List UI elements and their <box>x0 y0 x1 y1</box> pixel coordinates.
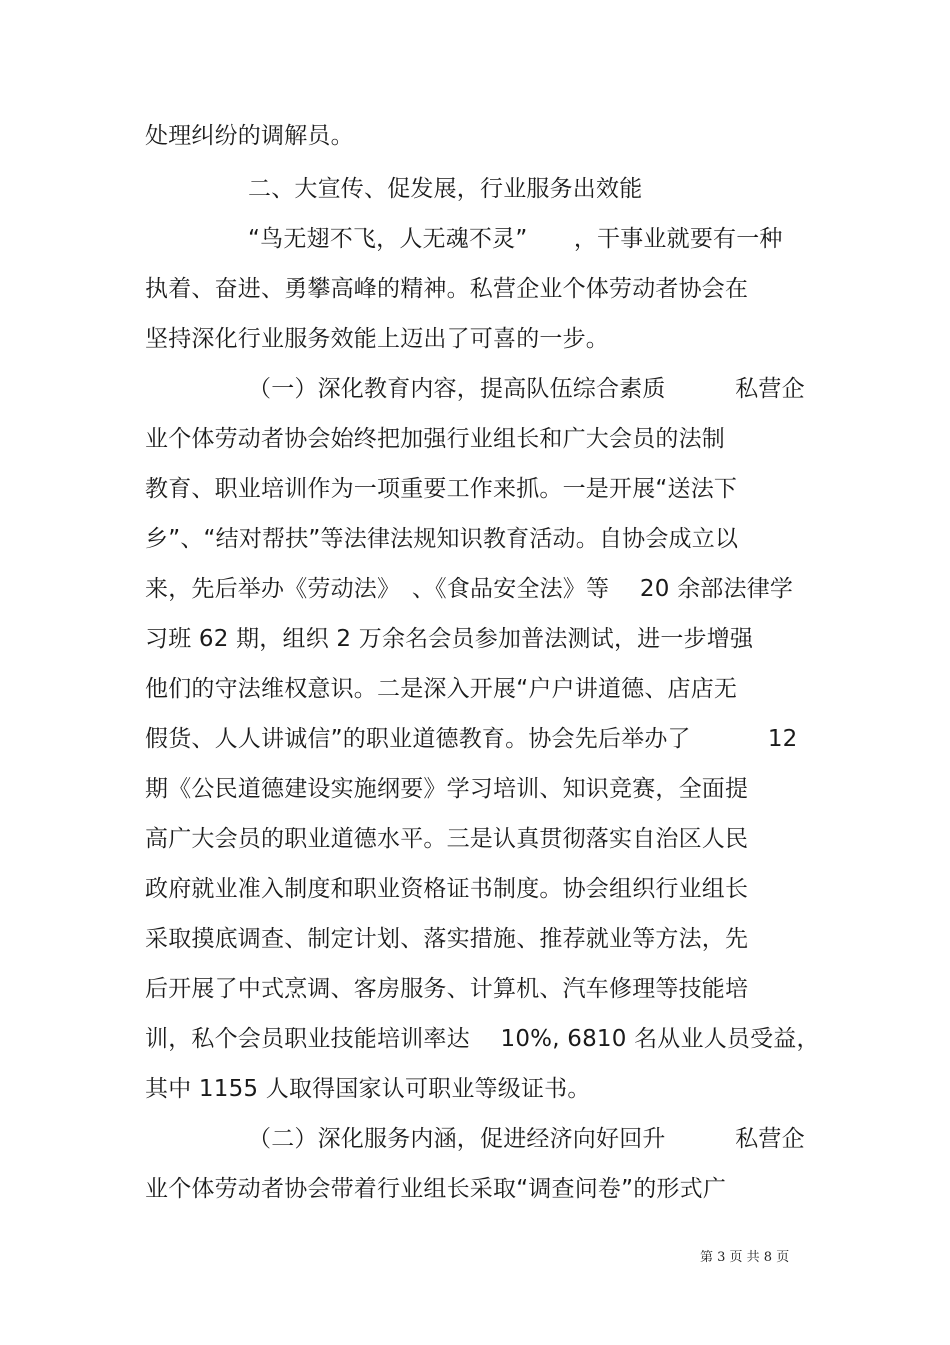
text-line-19: 训，私个会员职业技能培训率达 10%, 6810 名从业人员受益， <box>145 1026 820 1052</box>
text-line-4: 执着、奋进、勇攀高峰的精神。私营企业个体劳动者协会在 <box>145 276 749 302</box>
text-line-22: 业个体劳动者协会带着行业组长采取“调查问卷”的形式广 <box>145 1176 727 1202</box>
text-line-18: 后开展了中式烹调、客房服务、计算机、汽车修理等技能培 <box>145 976 749 1002</box>
page-number-footer: 第 3 页 共 8 页 <box>700 1250 790 1265</box>
text-line-20: 其中 1155 人取得国家认可职业等级证书。 <box>145 1076 591 1102</box>
text-line-13: 假货、人人讲诚信”的职业道德教育。协会先后举办了 12 <box>145 726 798 752</box>
subsection-heading-2: （二）深化服务内涵，促进经济向好回升 私营企 <box>248 1126 805 1152</box>
section-heading-2: 二、大宣传、促发展，行业服务出效能 <box>248 176 643 202</box>
subsection-heading-1: （一）深化教育内容，提高队伍综合素质 私营企 <box>248 376 805 402</box>
text-line-14: 期《公民道德建设实施纲要》学习培训、知识竞赛，全面提 <box>145 776 749 802</box>
text-line-15: 高广大会员的职业道德水平。三是认真贯彻落实自治区人民 <box>145 826 749 852</box>
text-line-11: 习班 62 期，组织 2 万余名会员参加普法测试，进一步增强 <box>145 626 754 652</box>
text-line-8: 教育、职业培训作为一项重要工作来抓。一是开展“送法下 <box>145 476 738 502</box>
text-line-5: 坚持深化行业服务效能上迈出了可喜的一步。 <box>145 326 609 352</box>
text-line-3: “鸟无翅不飞，人无魂不灵” ，干事业就要有一种 <box>248 226 783 252</box>
text-line-12: 他们的守法维权意识。二是深入开展“户户讲道德、店店无 <box>145 676 738 702</box>
text-line-17: 采取摸底调查、制定计划、落实措施、推荐就业等方法，先 <box>145 926 749 952</box>
text-line-16: 政府就业准入制度和职业资格证书制度。协会组织行业组长 <box>145 876 749 902</box>
text-line-9: 乡”、“结对帮扶”等法律法规知识教育活动。自协会成立以 <box>145 526 739 552</box>
text-line-10: 来，先后举办《劳动法》 、《食品安全法》等 20 余部法律学 <box>145 576 794 602</box>
text-line-7: 业个体劳动者协会始终把加强行业组长和广大会员的法制 <box>145 426 725 452</box>
text-line-1: 处理纠纷的调解员。 <box>145 123 354 149</box>
